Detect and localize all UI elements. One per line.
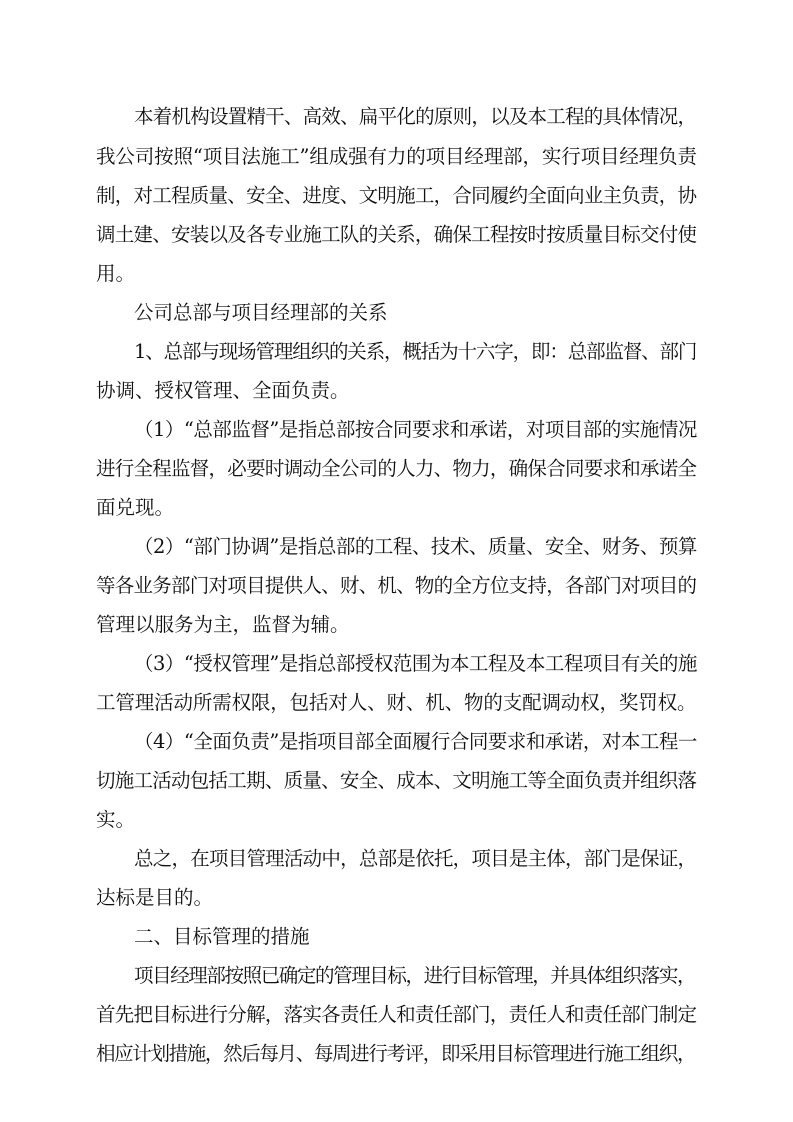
paragraph-1-line-1: 本着机构设置精干、高效、扁平化的原则，以及本工程的具体情况， (134, 105, 697, 128)
paragraph-6-line-1: （3）“授权管理”是指总部授权范围为本工程及本工程项目有关的施 (134, 652, 697, 675)
paragraph-4-line-3: 面兑现。 (96, 496, 175, 519)
paragraph-5-line-3: 管理以服务为主，监督为辅。 (96, 613, 350, 636)
section-heading-hq-relationship: 公司总部与项目经理部的关系 (134, 301, 388, 324)
section-heading-target-management: 二、目标管理的措施 (134, 925, 310, 948)
paragraph-8-line-1: 总之，在项目管理活动中，总部是依托，项目是主体，部门是保证， (134, 847, 697, 870)
paragraph-1-line-2: 我公司按照“项目法施工”组成强有力的项目经理部，实行项目经理负责 (96, 145, 697, 168)
paragraph-7-line-2: 切施工活动包括工期、质量、安全、成本、文明施工等全面负责并组织落 (96, 769, 697, 792)
paragraph-1-line-3: 制，对工程质量、安全、进度、文明施工，合同履约全面向业主负责，协 (96, 184, 697, 207)
paragraph-5-line-1: （2）“部门协调”是指总部的工程、技术、质量、安全、财务、预算 (134, 535, 697, 558)
paragraph-10-line-1: 项目经理部按照已确定的管理目标，进行目标管理，并具体组织落实， (134, 964, 696, 987)
paragraph-4-line-2: 进行全程监督，必要时调动全公司的人力、物力，确保合同要求和承诺全 (96, 457, 697, 480)
paragraph-10-line-2: 首先把目标进行分解，落实各责任人和责任部门，责任人和责任部门制定 (96, 1003, 697, 1026)
paragraph-6-line-2: 工管理活动所需权限，包括对人、财、机、物的支配调动权，奖罚权。 (96, 691, 697, 714)
paragraph-3-line-2: 协调、授权管理、全面负责。 (96, 379, 350, 402)
paragraph-3-line-1: 1、总部与现场管理组织的关系，概括为十六字，即：总部监督、部门 (134, 340, 697, 363)
paragraph-7-line-1: （4）“全面负责”是指项目部全面履行合同要求和承诺，对本工程一 (134, 730, 697, 753)
paragraph-1-line-5: 用。 (96, 262, 136, 285)
paragraph-10-line-3: 相应计划措施，然后每月、每周进行考评，即采用目标管理进行施工组织， (96, 1042, 696, 1065)
paragraph-4-line-1: （1）“总部监督”是指总部按合同要求和承诺，对项目部的实施情况 (134, 418, 697, 441)
paragraph-5-line-2: 等各业务部门对项目提供人、财、机、物的全方位支持，各部门对项目的 (96, 574, 697, 597)
paragraph-7-line-3: 实。 (96, 808, 136, 831)
paragraph-8-line-2: 达标是目的。 (96, 886, 214, 909)
paragraph-1-line-4: 调土建、安装以及各专业施工队的关系，确保工程按时按质量目标交付使 (96, 223, 697, 246)
